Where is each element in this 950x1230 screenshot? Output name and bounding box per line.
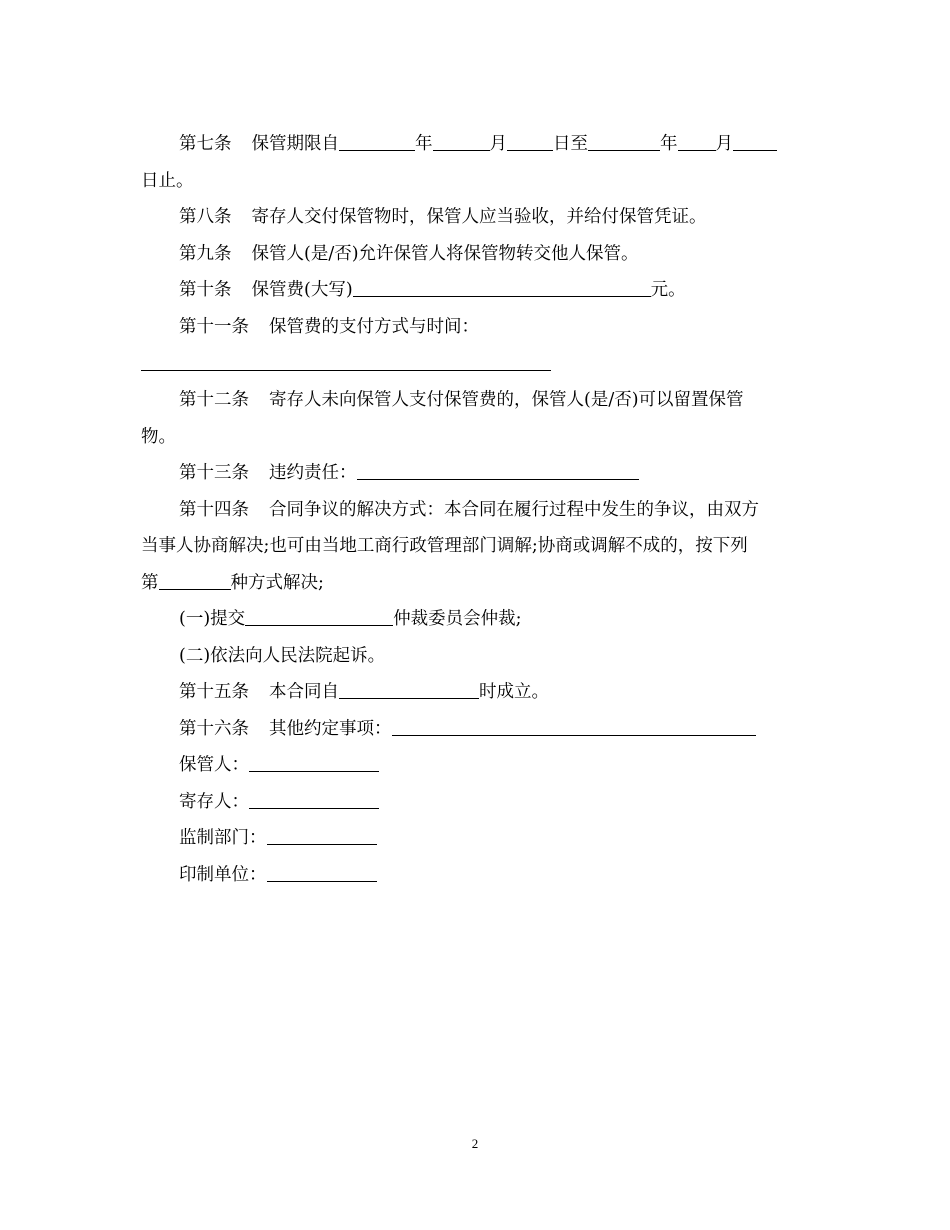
- article-15-text-2: 时成立。: [479, 682, 549, 702]
- article-11-text: 保管费的支付方式与时间：: [269, 317, 479, 337]
- article-12-cont: [141, 419, 803, 456]
- blank-end-day: [733, 149, 777, 151]
- blank-effective-date: [339, 697, 479, 699]
- page-number: 2: [471, 1136, 479, 1151]
- article-15: [179, 674, 803, 711]
- signature-custodian: [179, 747, 803, 784]
- blank-depositor: [249, 807, 379, 809]
- article-14-line-3b: 种方式解决;: [230, 573, 324, 593]
- article-13-label: 第十三条: [179, 463, 249, 483]
- option-1-text-1: (一)提交: [179, 609, 246, 629]
- article-7-label: 第七条: [179, 134, 232, 154]
- article-16: [179, 711, 803, 748]
- article-9-label: 第九条: [179, 244, 232, 264]
- article-13: [179, 455, 803, 492]
- blank-custodian: [249, 770, 379, 772]
- blank-start-day: [507, 149, 553, 151]
- blank-start-month: [433, 149, 490, 151]
- article-11-blank-line: [141, 346, 803, 383]
- article-7-text-4: 日至: [553, 134, 588, 154]
- article-12: [179, 382, 803, 419]
- article-11: [179, 309, 803, 346]
- option-2: [179, 638, 803, 675]
- article-15-text-1: 本合同自: [269, 682, 339, 702]
- article-14-cont-2: [141, 565, 803, 602]
- article-14: [179, 492, 803, 529]
- article-13-text: 违约责任：: [269, 463, 357, 483]
- depositor-label: 寄存人：: [179, 792, 249, 812]
- article-7-text-5: 年: [660, 134, 678, 154]
- article-15-label: 第十五条: [179, 682, 249, 702]
- signature-depositor: [179, 784, 803, 821]
- blank-printer: [267, 880, 377, 882]
- article-10-text-2: 元。: [650, 280, 686, 300]
- article-8-text: 寄存人交付保管物时，保管人应当验收，并给付保管凭证。: [251, 207, 707, 227]
- article-8-label: 第八条: [179, 207, 232, 227]
- article-14-line-3a: 第: [141, 573, 159, 593]
- article-10-text-1: 保管费(大写): [251, 280, 353, 300]
- article-10: [179, 272, 803, 309]
- article-7-text-2: 年: [415, 134, 433, 154]
- article-16-label: 第十六条: [179, 719, 249, 739]
- article-7-text-7: 日止。: [141, 171, 194, 191]
- blank-liability: [357, 478, 639, 480]
- article-7-text-1: 保管期限自: [251, 134, 339, 154]
- article-7-text-6: 月: [715, 134, 733, 154]
- blank-end-year: [588, 149, 660, 151]
- blank-fee-amount: [353, 295, 651, 297]
- article-14-line-1: 合同争议的解决方式：本合同在履行过程中发生的争议，由双方: [269, 500, 759, 520]
- article-7-cont: [141, 163, 803, 200]
- option-2-text: (二)依法向人民法院起诉。: [179, 646, 386, 666]
- article-11-label: 第十一条: [179, 317, 249, 337]
- article-12-line-2: 物。: [141, 427, 176, 447]
- option-1: [179, 601, 803, 638]
- blank-payment-method: [141, 369, 551, 371]
- blank-end-month: [678, 149, 716, 151]
- printer-label: 印制单位：: [179, 865, 267, 885]
- signature-supervisor: [179, 820, 803, 857]
- article-14-line-2: 当事人协商解决;也可由当地工商行政管理部门调解;协商或调解不成的，按下列: [141, 536, 748, 556]
- article-7-text-3: 月: [489, 134, 507, 154]
- option-1-text-2: 仲裁委员会仲裁;: [393, 609, 522, 629]
- article-9-text: 保管人(是/否)允许保管人将保管物转交他人保管。: [251, 244, 639, 264]
- article-12-line-1: 寄存人未向保管人支付保管费的，保管人(是/否)可以留置保管: [269, 390, 744, 410]
- supervisor-label: 监制部门：: [179, 828, 267, 848]
- blank-other-terms: [392, 734, 756, 736]
- article-8: [179, 199, 803, 236]
- article-9: [179, 236, 803, 273]
- article-12-label: 第十二条: [179, 390, 249, 410]
- custodian-label: 保管人：: [179, 755, 249, 775]
- blank-start-year: [339, 149, 415, 151]
- article-7: [179, 126, 803, 163]
- article-16-text: 其他约定事项：: [269, 719, 392, 739]
- article-10-label: 第十条: [179, 280, 232, 300]
- signature-printer: [179, 857, 803, 894]
- blank-method-number: [159, 588, 231, 590]
- article-14-label: 第十四条: [179, 500, 249, 520]
- blank-arbitration-committee: [245, 624, 393, 626]
- article-14-cont-1: [141, 528, 803, 565]
- blank-supervisor: [267, 843, 377, 845]
